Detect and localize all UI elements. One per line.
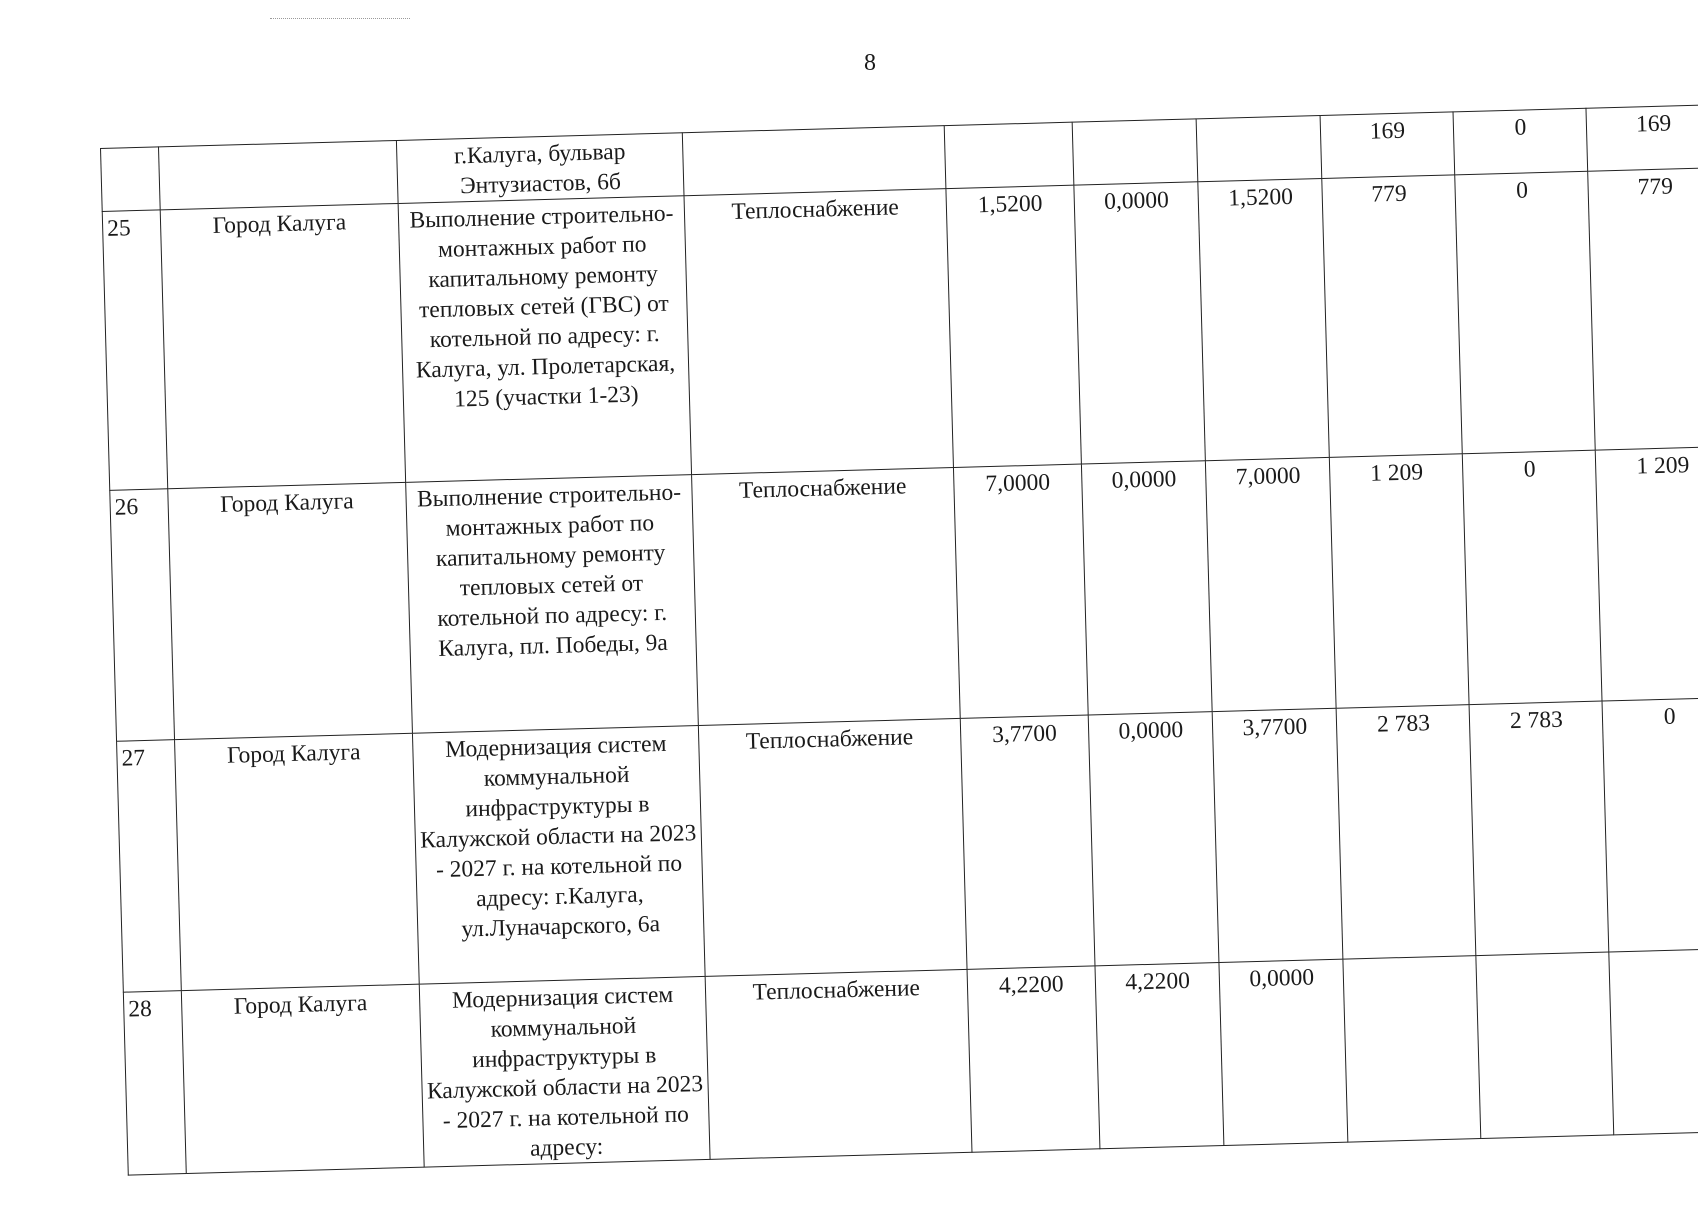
cell-value xyxy=(1343,956,1481,1143)
cell-value xyxy=(1072,119,1198,185)
cell-municipality xyxy=(158,140,398,209)
cell-value: 4,2200 xyxy=(1095,963,1224,1149)
cell-value: 1,5200 xyxy=(945,185,1081,467)
cell-municipality: Город Калуга xyxy=(181,984,424,1173)
cell-num: 28 xyxy=(123,991,186,1175)
cell-num: 26 xyxy=(110,489,174,741)
page-number: 8 xyxy=(864,50,876,76)
cell-value: 779 xyxy=(1322,175,1463,457)
cell-value: 0 xyxy=(1463,450,1603,705)
cell-value xyxy=(1196,115,1322,181)
cell-value: 3,7700 xyxy=(960,715,1095,969)
cell-value: 1,5200 xyxy=(1198,178,1330,460)
cell-sector: Теплоснабжение xyxy=(705,969,971,1159)
cell-value: 1 209 xyxy=(1596,447,1698,702)
cell-value: 3,7700 xyxy=(1212,708,1343,962)
cell-value: 0,0000 xyxy=(1074,182,1206,464)
cell-object: Модернизация систем коммунальной инфраструктуры в Калужской области на 2023 - 2027 г. на котельной по адресу: xyxy=(419,976,710,1167)
cell-value: 0,0000 xyxy=(1088,712,1219,966)
cell-value xyxy=(944,122,1074,188)
cell-value: 169 xyxy=(1320,112,1455,179)
projects-table xyxy=(100,104,1698,1175)
cell-value: 7,0000 xyxy=(1206,457,1337,711)
cell-value: 7,0000 xyxy=(953,464,1088,718)
cell-value: 779 xyxy=(1588,168,1698,450)
cell-sector: Теплоснабжение xyxy=(684,189,953,475)
cell-object: г.Калуга, бульвар Энтузиастов, 6б xyxy=(396,133,684,204)
table-row xyxy=(110,447,1698,742)
cell-value: 4,2200 xyxy=(967,966,1100,1152)
cell-municipality: Город Калуга xyxy=(167,482,412,739)
document-sheet xyxy=(100,105,1698,1228)
cell-value: 0,0000 xyxy=(1082,461,1213,715)
cell-value xyxy=(1609,948,1698,1135)
cell-value: 1 209 xyxy=(1330,454,1470,709)
cell-value: 0,0000 xyxy=(1219,959,1348,1145)
cell-municipality: Город Калуга xyxy=(160,203,406,488)
cell-value: 2 783 xyxy=(1336,705,1476,960)
scan-artifact xyxy=(270,18,410,21)
cell-value: 169 xyxy=(1586,105,1698,172)
cell-object: Выполнение строительно-монтажных работ по капитальному ремонту тепловых сетей (ГВС) от котельной по адресу: г. Калуга, ул. Пролетарская, 125 (участки 1-23) xyxy=(398,196,691,483)
table-row xyxy=(117,697,1698,992)
table-row xyxy=(102,168,1698,491)
cell-value: 0 xyxy=(1453,108,1588,175)
cell-num: 27 xyxy=(117,740,181,992)
cell-sector xyxy=(682,126,945,196)
cell-value: 2 783 xyxy=(1469,701,1609,956)
cell-num: 25 xyxy=(102,210,167,490)
cell-municipality: Город Калуга xyxy=(174,733,419,990)
cell-num xyxy=(101,147,160,212)
cell-object: Модернизация систем коммунальной инфраструктуры в Калужской области на 2023 - 2027 г. на котельной по адресу: г.Калуга, ул.Луначарского, 6а xyxy=(412,726,705,985)
cell-value: 0 xyxy=(1602,697,1698,952)
cell-value xyxy=(1476,952,1614,1139)
cell-sector: Теплоснабжение xyxy=(698,718,966,976)
cell-sector: Теплоснабжение xyxy=(691,468,959,726)
cell-value: 0 xyxy=(1455,171,1596,453)
cell-object: Выполнение строительно-монтажных работ по капитальному ремонту тепловых сетей от котельной по адресу: г. Калуга, пл. Победы, 9а xyxy=(406,475,699,734)
